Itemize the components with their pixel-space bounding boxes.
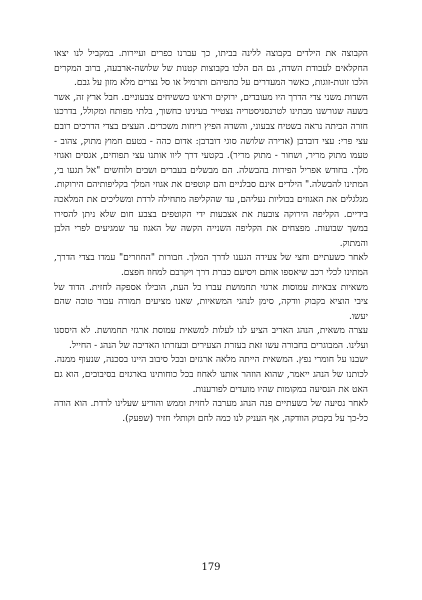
paragraph-2: השדות משני צדי הדרך היו מעובדים, ירוקים וראינו כששיחים צבעוניים. חבל ארץ זה, אשר בשעה שגורשנו מבתינו לטרנסניסטריה נצטייר בעינינו כחשוך, בלתי מפותח ומקולל, בדרכנו חזרה הביתה נראה בשטיח צבעוני, והשדה הפיץ ריחות משכרים. העצים בצדי הדרכים רובם עצי פרי: עצי דובדבן (אדירה שלושה סוגי דובדבן: אדום כהה - בטעם חמוץ מתוק, צהוב - טעמו מתוק מריר, ושחור - מתוק מריר). בקטעי דרך ליוו אותנו עצי תפוחים, אגסים ואגוזי מלך. בחודש אפריל הפירות בהבשלה. הם מבשלים בעברים ושבים ולוחשים "אל תגעו בי, המתינו להבשלה." הילדים אינם סבלניים והם קוטפים את אגוזי המלך בקליפותיהם הירוקות. מגלגלים את האגוזים בכוליות נעליהם, עד שהקליפה מתחילה לרדת ומשליכים את המלאכה בידיים. הקליפה הירוקה צובעת את אצבעות ידי הקוטפים בצבע חום שלא ניתן להסירו במשך שבועות. מפצחים את הקליפה השנייה הקשה של האגוז עד שמגיעים לפרי הלבן והמתוק. [54, 92, 368, 249]
paragraph-7: לאחר נסיעה של כשעתיים פנה הנהג מערבה לחזית וממש והודיע שעלינו לרדת. הוא הודה כל-כך על בקבוק הוודקה, אף העניק לנו כמה לחם וקותלי חזיר (שפעק). [54, 399, 368, 424]
paragraph-1: הקבוצה את הילדים בקבוצה ללינה בביתו, כך עברנו כפרים ועיירות. במקביל לנו יצאו החקלאים לעבודת השדה, גם הם הלכו בקבוצות קטנות של שלושה-ארבעה, ברוב המקרים הלכו זוגות-זוגות, כאשר המעדרים על כתפיהם ותרמיל או סל נצרים מלא מזון על גבם. [54, 49, 368, 89]
page-number: 179 [201, 562, 221, 573]
paragraph-3: לאחר כשעתיים וחצי של צעידה הגענו לדרך המלך. חבורות "החוזרים" עמדו בצדי הדרך, המתינו לכלי רכב שיאספו אותם ויסיעם כברת דרך ויקרבם למחוז חפצם. [54, 253, 368, 278]
paragraph-6: ישבנו על חומרי נפץ. המשאית הייתה מלאה ארגזים ובכל סיבוב היינו בסכנה, שנעוף ממנה. לכותנו של הנהג ייאמר, שהוא הוזהר אותנו לאחוז בכל כוחותינו בארגזים בסיבובים, הוא גם האט את הנסיעה במקומות שהיו מועדים לפורענות. [54, 355, 368, 395]
paragraph-4: משאיות צבאיות עמוסות ארגזי תחמושת עברו כל העת, הובילו אספקה לחזית. הדוד של ציבי הוציא בקבוק וודקה, סימן לנהגי המשאיות, שאנו מציעים תמורה עבור טובה שהם יעשו. [54, 282, 368, 322]
paragraph-5: עצרה משאית, הנהג האדיב הציע לנו לעלות למשאית עמוסת ארגזי תחמושת. לא היססנו ועלינו. המבוגרים בחבורה עשו זאת בעזרת הצעירים ובעזרתו האדיבה של הנהג - החייל. [54, 326, 368, 351]
body-text [54, 47, 368, 426]
